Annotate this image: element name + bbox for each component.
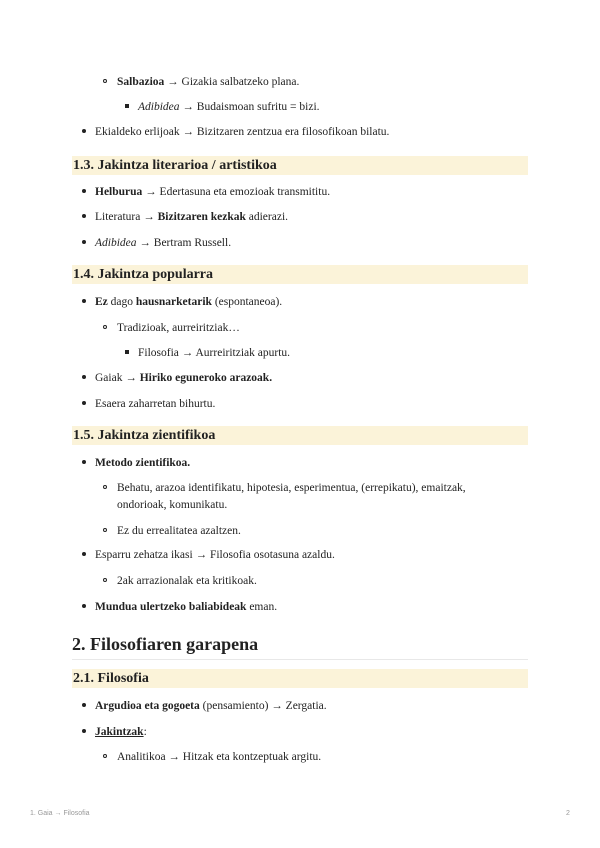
page-number: 2 — [566, 810, 570, 817]
term-adibidea: Adibidea — [138, 101, 180, 113]
mundua-rest: eman. — [246, 601, 278, 613]
term-adibidea: Adibidea — [95, 237, 137, 249]
disc-bullet — [82, 214, 86, 218]
list-item-behatu-line2: ondorioak, komunikatu. — [117, 499, 228, 511]
jakintzak-underlined: Jakintzak — [95, 726, 144, 738]
circle-bullet — [103, 754, 107, 758]
list-item-literatura — [95, 210, 288, 224]
adibidea-desc: → Budaismoan sufritu = bizi. — [179, 101, 320, 113]
circle-bullet — [103, 578, 107, 582]
disc-bullet — [82, 460, 86, 464]
circle-bullet — [103, 528, 107, 532]
square-bullet — [125, 104, 129, 108]
list-item-esparru: Esparru zehatza ikasi → Filosofia osotasuna azaldu. — [95, 549, 335, 561]
list-item-adibidea-russell — [95, 236, 231, 250]
list-item-helburua — [95, 185, 330, 199]
list-item-metodo — [95, 456, 190, 470]
literatura-bold: Bizitzaren kezkak — [157, 211, 246, 223]
footer-breadcrumb: 1. Gaia → Filosofia — [30, 810, 90, 817]
term-salbazioa: Salbazioa — [117, 76, 165, 88]
term-helburua: Helburua — [95, 186, 143, 198]
hausnarketarik-bold: hausnarketarik — [135, 296, 212, 308]
list-item-filosofia-aurreiritziak: Filosofia → Aurreiritziak apurtu. — [138, 347, 291, 359]
list-item-behatu-line1: Behatu, arazoa identifikatu, hipotesia, esperimentua, (errepikatu), emaitzak, — [117, 482, 466, 494]
salbazioa-desc: → Gizakia salbatzeko plana. — [164, 76, 300, 88]
metodo-bold: Metodo zientifikoa. — [95, 457, 191, 469]
ez-bold: Ez — [95, 296, 108, 308]
literatura-post: adierazi. — [245, 211, 289, 223]
disc-bullet — [82, 401, 86, 405]
section-heading-1-4: 1.4. Jakintza popularra — [72, 265, 528, 284]
section-heading-1-5: 1.5. Jakintza zientifikoa — [72, 426, 528, 445]
literatura-pre: Literatura → — [95, 211, 158, 223]
disc-bullet — [82, 299, 86, 303]
list-item-ez-du: Ez du errealitatea azaltzen. — [117, 525, 241, 537]
espontaneoa-text: (espontaneoa). — [211, 296, 283, 308]
list-item-mundua — [95, 600, 277, 614]
circle-bullet — [103, 325, 107, 329]
list-item-salbazioa — [117, 75, 299, 89]
list-item-gaiak — [95, 371, 272, 385]
jakintzak-colon: : — [143, 726, 147, 738]
argudioa-bold: Argudioa eta gogoeta — [95, 700, 200, 712]
disc-bullet — [82, 189, 86, 193]
helburua-desc: → Edertasuna eta emozioak transmititu. — [142, 186, 331, 198]
list-item-adibidea-budaismoa — [138, 100, 320, 114]
gaiak-pre: Gaiak → — [95, 372, 140, 384]
square-bullet — [125, 350, 129, 354]
list-item-argudioa — [95, 699, 327, 713]
disc-bullet — [82, 375, 86, 379]
argudioa-rest: (pensamiento) → Zergatia. — [199, 700, 327, 712]
dago-text: dago — [107, 296, 136, 308]
disc-bullet — [82, 552, 86, 556]
list-item-ez-dago — [95, 295, 282, 309]
disc-bullet — [82, 703, 86, 707]
section-heading-2-1: 2.1. Filosofia — [72, 669, 528, 688]
list-item-esaera: Esaera zaharretan bihurtu. — [95, 398, 216, 410]
list-item-2ak: 2ak arrazionalak eta kritikoak. — [117, 575, 257, 587]
heading-divider — [72, 659, 528, 660]
disc-bullet — [82, 604, 86, 608]
circle-bullet — [103, 485, 107, 489]
list-item-ekialdeko: Ekialdeko erlijoak → Bizitzaren zentzua era filosofikoan bilatu. — [95, 126, 390, 138]
disc-bullet — [82, 240, 86, 244]
list-item-jakintzak — [95, 725, 147, 739]
circle-bullet — [103, 79, 107, 83]
disc-bullet — [82, 129, 86, 133]
section-heading-1-3: 1.3. Jakintza literarioa / artistikoa — [72, 156, 528, 175]
list-item-analitikoa: Analitikoa → Hitzak eta kontzeptuak argitu. — [117, 751, 322, 763]
mundua-bold: Mundua ulertzeko baliabideak — [95, 601, 247, 613]
list-item-tradizioak: Tradizioak, aurreiritziak… — [117, 322, 240, 334]
adibidea-russell-desc: → Bertram Russell. — [136, 237, 232, 249]
gaiak-bold: Hiriko eguneroko arazoak. — [139, 372, 273, 384]
section-heading-2: 2. Filosofiaren garapena — [72, 634, 259, 654]
disc-bullet — [82, 729, 86, 733]
